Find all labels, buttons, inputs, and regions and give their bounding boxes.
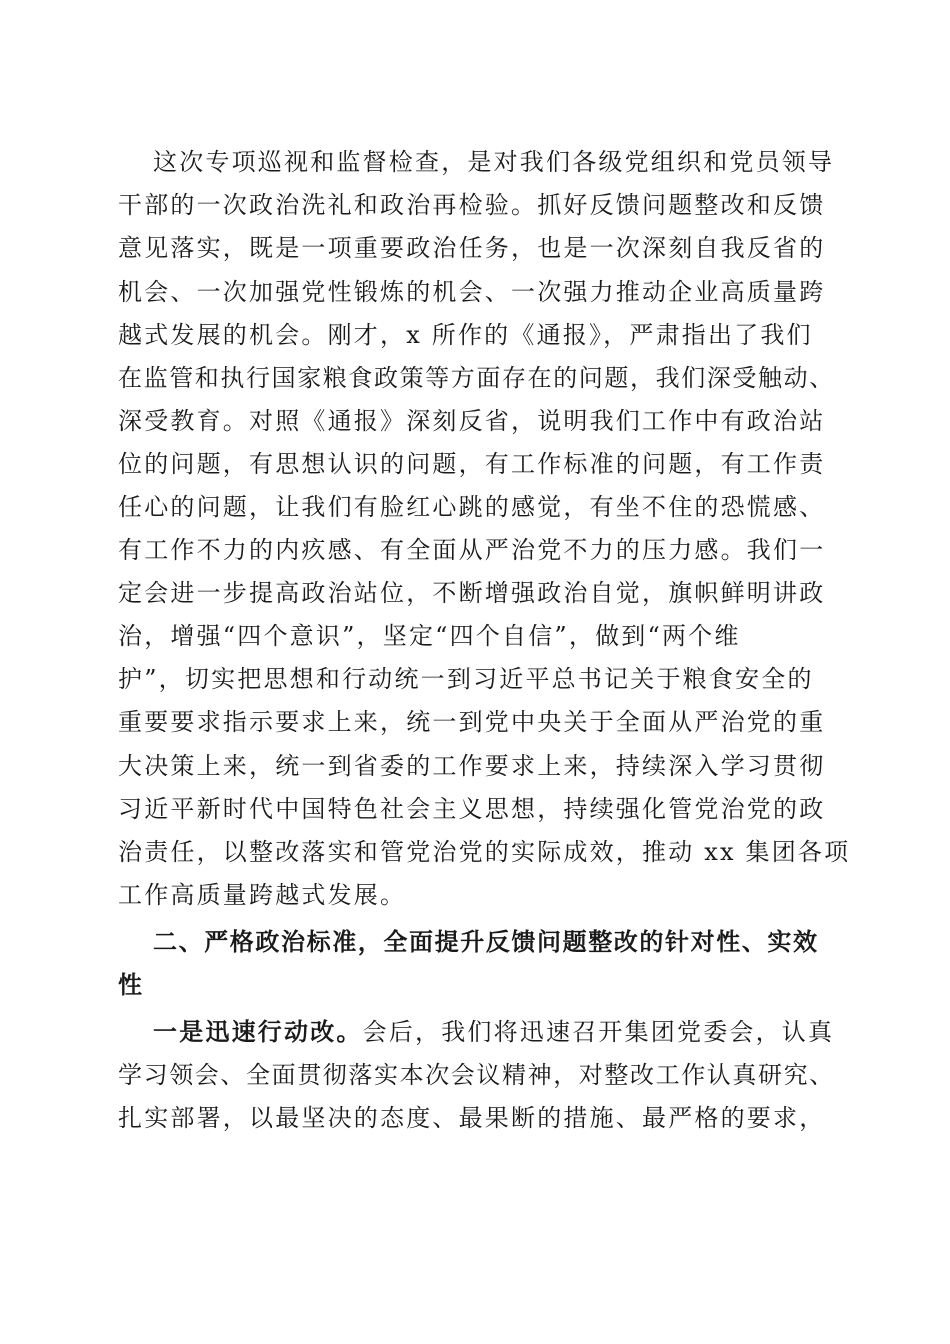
paragraph-line: 任心的问题，让我们有脸红心跳的感觉，有坐不住的恐慌感、 (118, 493, 826, 521)
paragraph-line: 在监管和执行国家粮食政策等方面存在的问题，我们深受触动、 (118, 364, 835, 392)
paragraph-line: 学习领会、全面贯彻落实本次会议精神，对整改工作认真研究、 (118, 1061, 835, 1089)
line-text: 会后，我们将迅速召开集团党委会，认真 (362, 1018, 835, 1046)
paragraph-line: 深受教育。对照《通报》深刻反省，说明我们工作中有政治站 (118, 407, 826, 435)
section-heading: 性 (118, 971, 144, 999)
paragraph-line: 扎实部署，以最坚决的态度、最果断的措施、最严格的要求， (118, 1104, 826, 1132)
paragraph-line: 工作高质量跨越式发展。 (118, 881, 407, 909)
paragraph-line: 有工作不力的内疚感、有全面从严治党不力的压力感。我们一 (118, 536, 826, 564)
paragraph-line: 机会、一次加强党性锻炼的机会、一次强力推动企业高质量跨 (118, 278, 826, 306)
paragraph-line: 这次专项巡视和监督检查，是对我们各级党组织和党员领导 (153, 148, 835, 176)
paragraph-line: 定会进一步提高政治站位，不断增强政治自觉，旗帜鲜明讲政 (118, 579, 826, 607)
paragraph-line: 习近平新时代中国特色社会主义思想，持续强化管党治党的政 (118, 795, 826, 823)
paragraph-line: 大决策上来，统一到省委的工作要求上来，持续深入学习贯彻 (118, 752, 826, 780)
paragraph-line: 重要要求指示要求上来，统一到党中央关于全面从严治党的重 (118, 708, 826, 736)
paragraph-line: 干部的一次政治洗礼和政治再检验。抓好反馈问题整改和反馈 (118, 191, 826, 219)
paragraph-line: 治，增强“四个意识”，坚定“四个自信”，做到“两个维 (118, 622, 741, 650)
section-heading: 二、严格政治标准，全面提升反馈问题整改的针对性、实效 (153, 928, 819, 956)
paragraph-line: 越式发展的机会。刚才，x 所作的《通报》，严肃指出了我们 (118, 321, 813, 349)
paragraph-line: 意见落实，既是一项重要政治任务，也是一次深刻自我反省的 (118, 234, 826, 262)
paragraph-line: 治责任，以整改落实和管党治党的实际成效，推动 xx 集团各项 (118, 838, 851, 866)
paragraph-line (153, 1016, 834, 1048)
lead-phrase: 一是迅速行动改。 (153, 1018, 363, 1046)
paragraph-line: 护”，切实把思想和行动统一到习近平总书记关于粮食安全的 (118, 665, 814, 693)
paragraph-line: 位的问题，有思想认识的问题，有工作标准的问题，有工作责 (118, 450, 826, 478)
